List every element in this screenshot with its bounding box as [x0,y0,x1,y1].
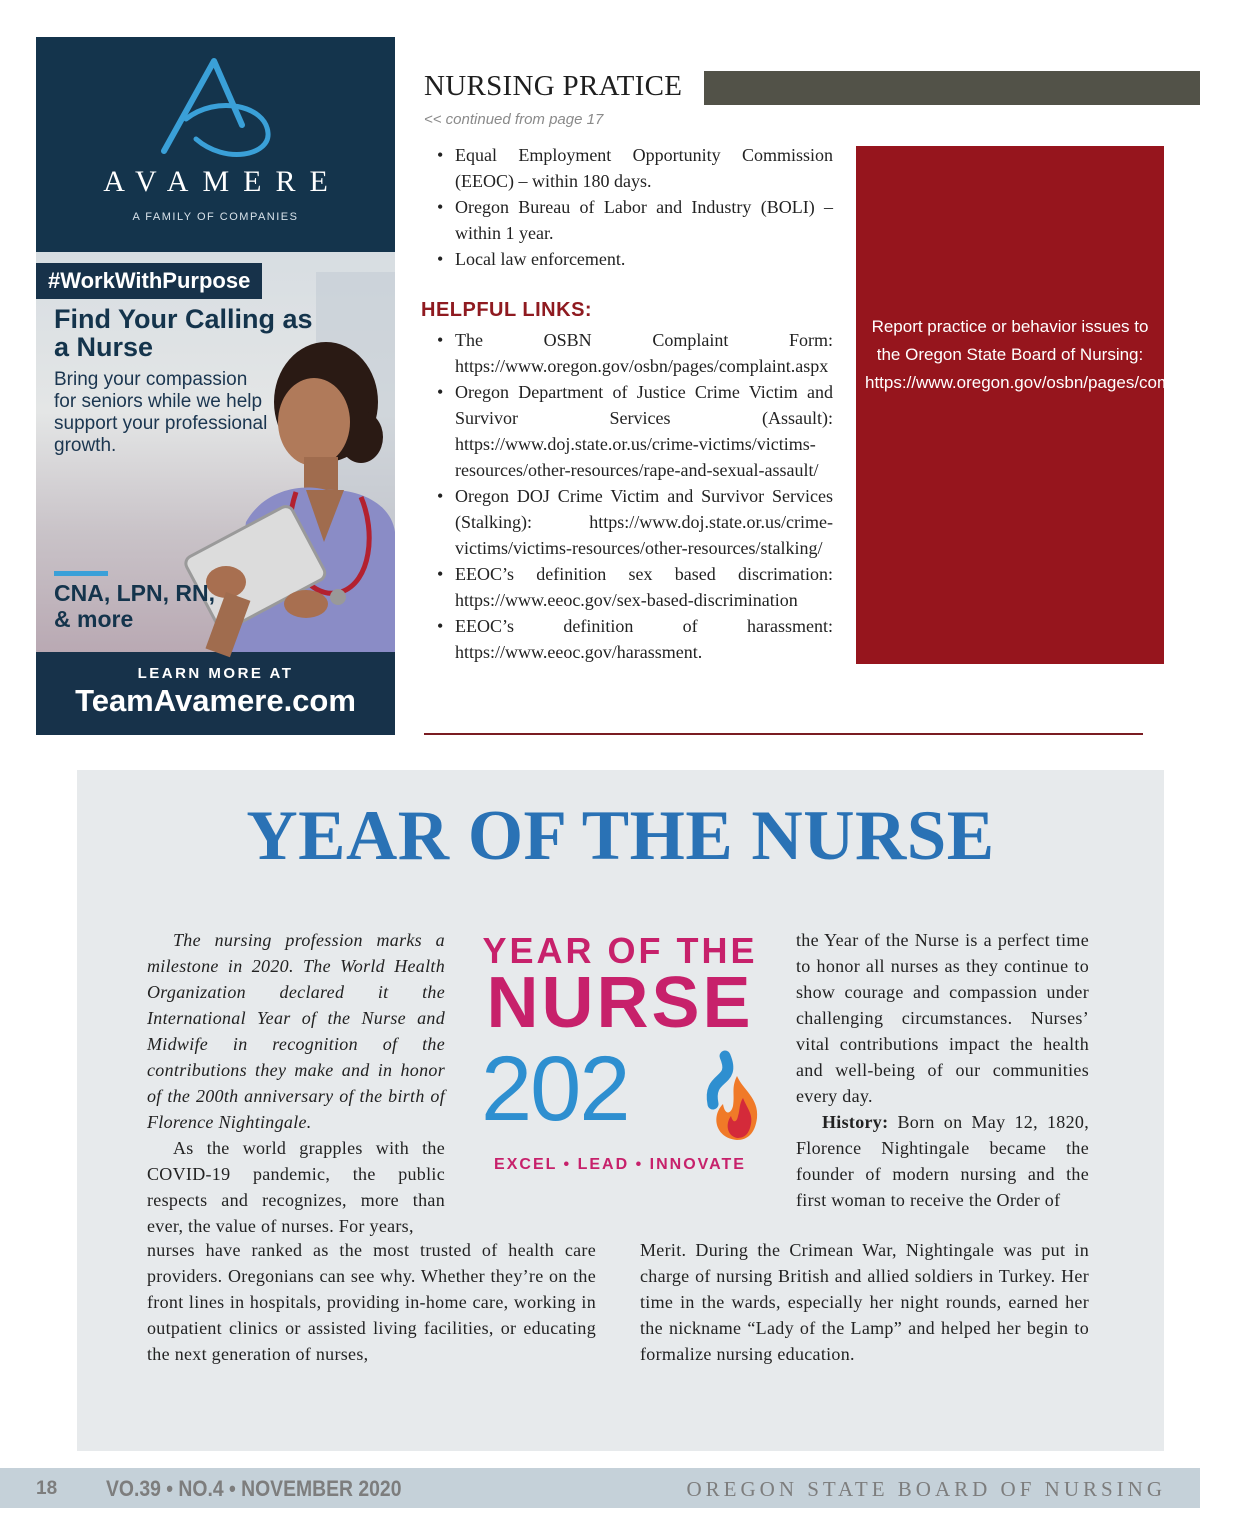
ad-learn-more-label: LEARN MORE AT [137,665,294,682]
section-divider [424,733,1143,735]
report-callout-text[interactable]: Report practice or behavior issues to the Oregon State Board of Nursing: https://www.oregon.gov/osbn/pages/complaint.aspx [865,317,1252,392]
feature-paragraph: As the world grapples with the COVID-19 pandemic, the public respects and recognizes, more than ever, the value of nurses. For years, [147,1138,445,1236]
continued-note: << continued from page 17 [424,111,604,128]
logo-tagline: EXCEL • LEAD • INNOVATE [494,1156,746,1173]
ad-brand-name: AVAMERE [103,165,342,198]
year-of-nurse-2020-logo [475,926,765,1180]
ad-body-text: Bring your compassion for seniors while we help support your professional growth. [54,369,268,456]
logo-line-2: NURSE [486,963,754,1043]
link-item[interactable]: • Oregon Department of Justice Crime Victim and Survivor Services (Assault): https://www.doj.state.or.us/crime-victims/victims-resources/other-resources/rape-and-sexual-assault/ [437,379,833,483]
year-of-nurse-feature [77,770,1164,1451]
feature-paragraph: Merit. During the Crimean War, Nightingale was put in charge of nursing British and allied soldiers in Turkey. Her time in the wards, especially her night rounds, earned her the nickname “Lady of the Lamp” and helped her begin to formalize nursing education. [640,1240,1089,1364]
avamere-logo-icon [156,55,276,165]
avamere-ad[interactable] [36,37,395,735]
list-item: • Equal Employment Opportunity Commission (EEOC) – within 180 days. [437,142,833,194]
feature-column-5 [640,1237,1089,1367]
publisher-name: OREGON STATE BOARD OF NURSING [686,1477,1166,1501]
logo-line-3: 202 [481,1038,629,1140]
link-item[interactable]: • The OSBN Complaint Form: https://www.oregon.gov/osbn/pages/complaint.aspx [437,327,833,379]
reporting-agencies-list [437,142,833,272]
ad-hashtag: #WorkWithPurpose [36,263,262,299]
page-number: 18 [36,1478,58,1499]
section-title-bar [704,71,1200,105]
link-item[interactable]: • EEOC’s definition sex based discrimation: https://www.eeoc.gov/sex-based-discrimination [437,561,833,613]
feature-paragraph: the Year of the Nurse is a perfect time to honor all nurses as they continue to show courage and compassion under challenging circumstances. Nurses’ vital contributions impact the health and well-being of our communities every day. [796,930,1089,1106]
helpful-links-list [437,327,833,665]
ad-credentials: CNA, LPN, RN, & more [54,580,215,632]
history-text: Born on May 12, 1820, Florence Nightingale became the founder of modern nursing and the first woman to receive the Order of [796,1112,1089,1210]
ad-url-link[interactable]: TeamAvamere.com [75,683,356,718]
feature-title: YEAR OF THE NURSE [246,797,995,875]
section-title: NURSING PRATICE [424,70,683,102]
ad-header [36,37,395,252]
feature-column-4 [147,1237,596,1367]
report-callout-box [856,146,1252,664]
feature-intro-paragraph: The nursing profession marks a milestone in 2020. The World Health Organization declared it the International Year of the Nurse and Midwife in recognition of the contributions they make and in honor of the 200th anniversary of the birth of Florence Nightingale. [147,930,445,1132]
list-item: • Local law enforcement. [437,246,833,272]
ad-headline: Find Your Calling as a Nurse [54,304,313,362]
flame-icon [707,1054,765,1142]
link-item[interactable]: • Oregon DOJ Crime Victim and Survivor Services (Stalking): https://www.doj.state.or.us/crime-victims/victims-resources/other-resources/stalking/ [437,483,833,561]
link-item[interactable]: • EEOC’s definition of harassment: https://www.eeoc.gov/harassment. [437,613,833,665]
list-item: • Oregon Bureau of Labor and Industry (BOLI) – within 1 year. [437,194,833,246]
feature-column-3 [796,927,1089,1213]
ad-brand-tagline: A FAMILY OF COMPANIES [132,211,299,223]
feature-paragraph: nurses have ranked as the most trusted of health care providers. Oregonians can see why. Whether they’re on the front lines in hospitals, providing in-home care, working in outpatient clinics or assisted living facilities, or educating the next generation of nurses, [147,1240,596,1364]
feature-column-1 [147,927,445,1239]
history-paragraph [796,1109,1089,1213]
history-label: History: [822,1112,889,1132]
issue-info: VO.39 • NO.4 • NOVEMBER 2020 [106,1476,402,1501]
logo-line-1: YEAR OF THE [482,930,758,971]
ad-accent-line [54,571,108,576]
helpful-links-heading: HELPFUL LINKS: [421,299,593,321]
